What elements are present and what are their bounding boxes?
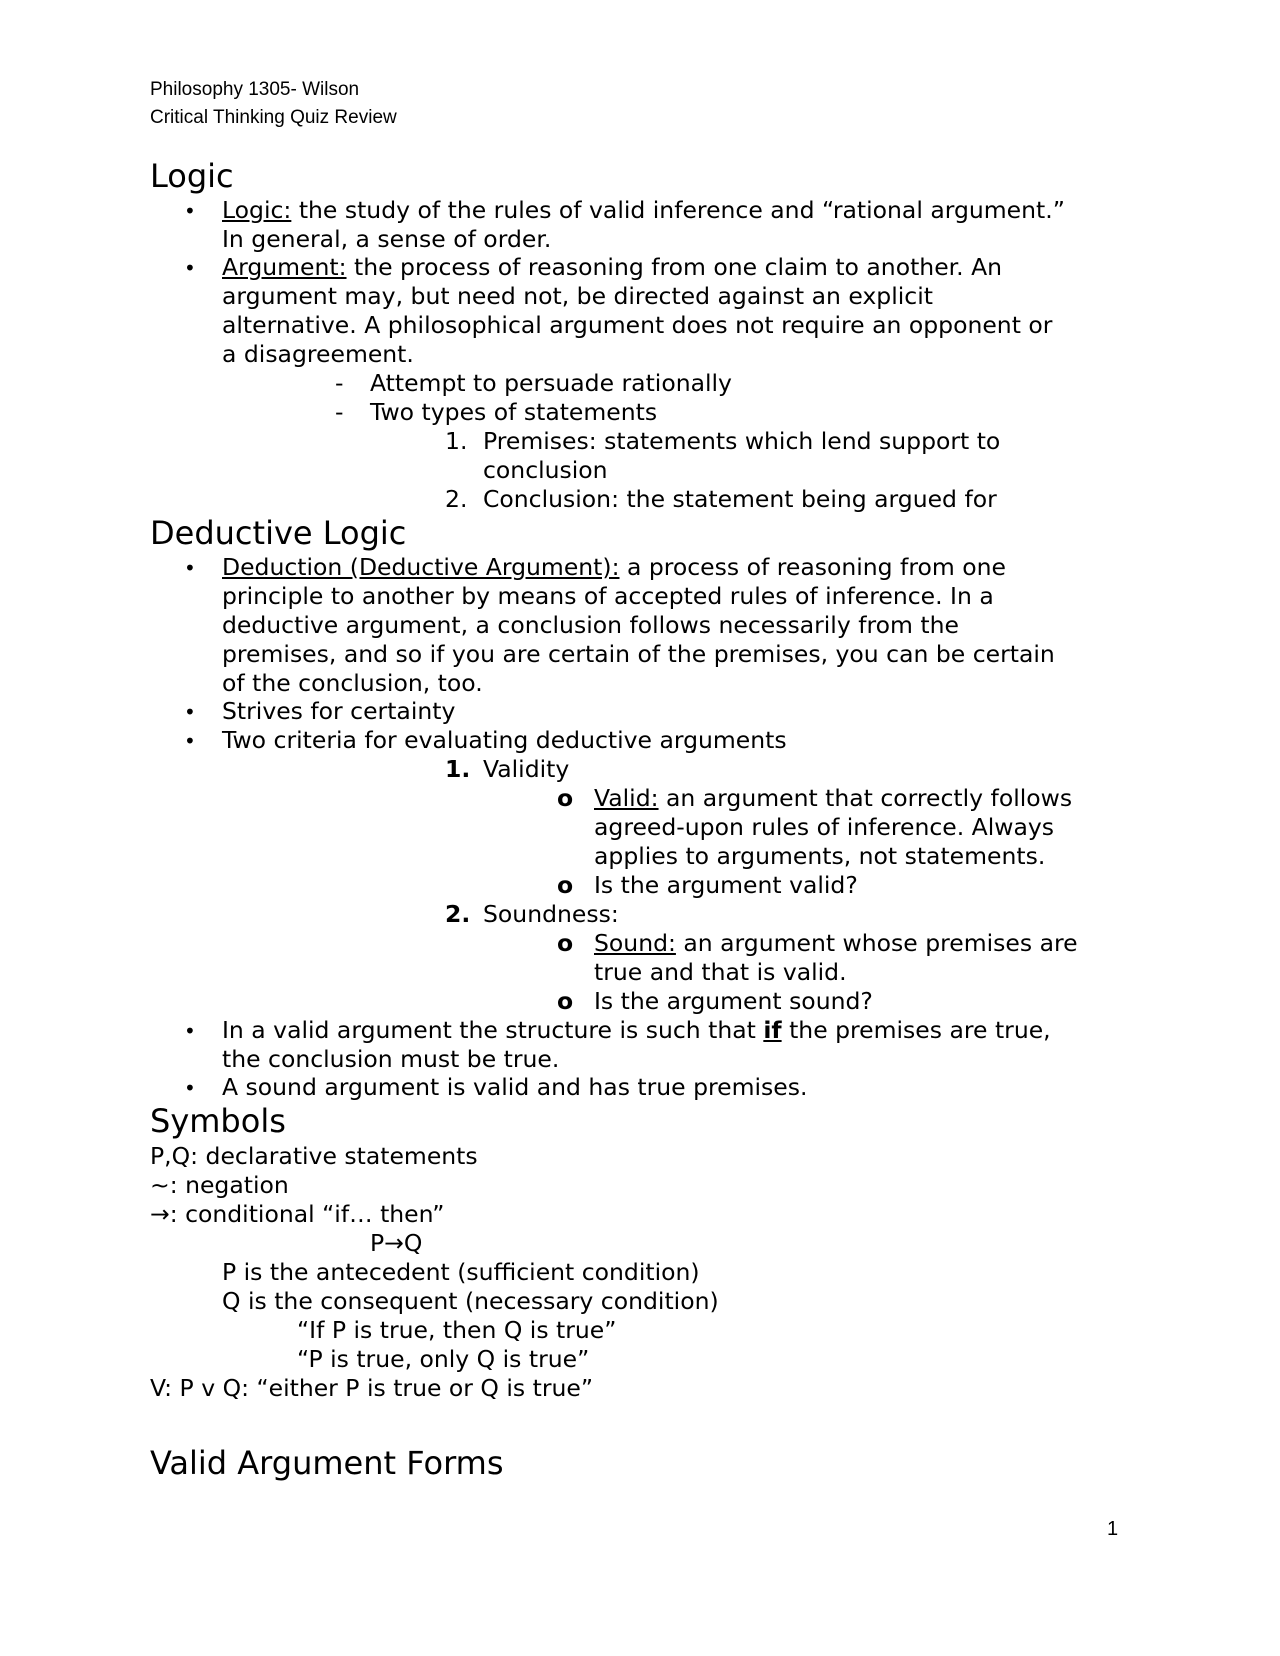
argument-definition-cont: a disagreement.	[222, 340, 414, 368]
criteria-item: Two criteria for evaluating deductive arguments	[222, 726, 787, 754]
valid-definition-cont: agreed-upon rules of inference. Always	[594, 813, 1055, 841]
sound-definition: Sound: an argument whose premises are	[594, 929, 1078, 957]
dash-icon: -	[335, 369, 344, 397]
heading-symbols: Symbols	[150, 1102, 286, 1140]
deduction-definition-cont: of the conclusion, too.	[222, 669, 483, 697]
valid-definition-cont: applies to arguments, not statements.	[594, 842, 1046, 870]
list-number: 1.	[445, 755, 471, 783]
valid-structure-item: In a valid argument the structure is such that if the premises are true,	[222, 1016, 1051, 1044]
symbol-disjunction: V: P v Q: “either P is true or Q is true”	[150, 1374, 594, 1402]
premises-item: Premises: statements which lend support to	[483, 427, 1001, 455]
reading-line: “If P is true, then Q is true”	[297, 1316, 617, 1344]
course-title: Philosophy 1305- Wilson	[150, 79, 360, 100]
valid-question: Is the argument valid?	[594, 871, 858, 899]
dash-item: Two types of statements	[370, 398, 658, 426]
list-number: 1.	[445, 427, 468, 455]
symbol-negation: ~: negation	[150, 1171, 289, 1199]
valid-structure-cont: the conclusion must be true.	[222, 1045, 560, 1073]
conditional-formula: P→Q	[370, 1229, 423, 1257]
antecedent-line: P is the antecedent (sufficient condition)	[222, 1258, 700, 1286]
consequent-line: Q is the consequent (necessary condition)	[222, 1287, 719, 1315]
term-logic: Logic:	[222, 196, 292, 224]
argument-definition-cont: alternative. A philosophical argument does not require an opponent or	[222, 311, 1053, 339]
circle-bullet-icon: o	[557, 987, 574, 1015]
heading-logic: Logic	[150, 157, 234, 195]
soundness-item: Soundness:	[483, 900, 619, 928]
list-number: 2.	[445, 900, 471, 928]
sound-question: Is the argument sound?	[594, 987, 873, 1015]
validity-item: Validity	[483, 755, 570, 783]
bullet-icon: •	[184, 199, 196, 223]
deduction-definition-cont: principle to another by means of accepted rules of inference. In a	[222, 582, 994, 610]
circle-bullet-icon: o	[557, 871, 574, 899]
list-number: 2.	[445, 485, 468, 513]
conclusion-item: Conclusion: the statement being argued for	[483, 485, 997, 513]
argument-definition-cont: argument may, but need not, be directed against an explicit	[222, 282, 933, 310]
term-argument: Argument:	[222, 253, 347, 281]
deduction-definition: Deduction (Deductive Argument): a process of reasoning from one	[222, 553, 1006, 581]
term-valid: Valid:	[594, 784, 659, 812]
sound-summary-item: A sound argument is valid and has true premises.	[222, 1073, 808, 1101]
bullet-icon: •	[184, 256, 196, 280]
bullet-icon: •	[184, 700, 196, 724]
reading-line: “P is true, only Q is true”	[297, 1345, 590, 1373]
deduction-definition-cont: deductive argument, a conclusion follows necessarily from the	[222, 611, 959, 639]
valid-definition: Valid: an argument that correctly follows	[594, 784, 1073, 812]
symbol-pq: P,Q: declarative statements	[150, 1142, 478, 1170]
premises-item-cont: conclusion	[483, 456, 608, 484]
circle-bullet-icon: o	[557, 784, 574, 812]
bullet-icon: •	[184, 729, 196, 753]
document-subtitle: Critical Thinking Quiz Review	[150, 107, 397, 128]
emphasis-if: if	[763, 1016, 782, 1044]
dash-icon: -	[335, 398, 344, 426]
argument-definition: Argument: the process of reasoning from one claim to another. An	[222, 253, 1003, 281]
sound-definition-cont: true and that is valid.	[594, 958, 847, 986]
circle-bullet-icon: o	[557, 929, 574, 957]
page-number: 1	[1107, 1518, 1119, 1540]
logic-definition-cont: In general, a sense of order.	[222, 225, 552, 253]
symbol-conditional: →: conditional “if… then”	[150, 1200, 445, 1228]
heading-valid-argument-forms: Valid Argument Forms	[150, 1444, 504, 1482]
term-sound: Sound:	[594, 929, 676, 957]
bullet-icon: •	[184, 1019, 196, 1043]
bullet-icon: •	[184, 1076, 196, 1100]
bullet-icon: •	[184, 556, 196, 580]
logic-definition: Logic: the study of the rules of valid inference and “rational argument.”	[222, 196, 1065, 224]
deduction-definition-cont: premises, and so if you are certain of the premises, you can be certain	[222, 640, 1055, 668]
certainty-item: Strives for certainty	[222, 697, 456, 725]
term-deduction: Deduction (Deductive Argument):	[222, 553, 620, 581]
heading-deductive-logic: Deductive Logic	[150, 514, 407, 552]
dash-item: Attempt to persuade rationally	[370, 369, 732, 397]
